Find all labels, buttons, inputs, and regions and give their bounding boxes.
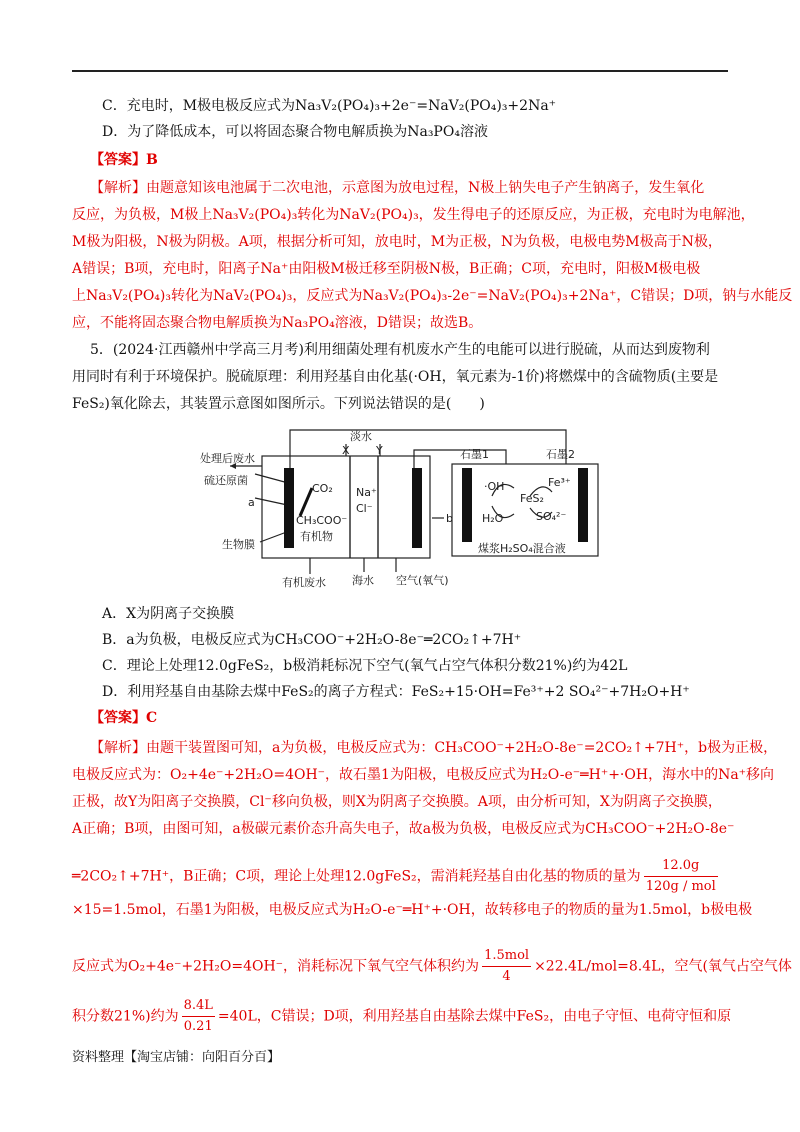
fraction-2-num: 1.5mol <box>482 946 531 967</box>
label-air: 空气(氧气) <box>396 574 449 587</box>
fraction-1-num: 12.0g <box>644 856 718 877</box>
q4-analysis-line: 应，不能将固态聚合物电解质换为Na₃PO₄溶液，D错误；故选B。 <box>72 315 483 331</box>
q5-stem-line: 用同时有利于环境保护。脱硫原理：利用羟基自由化基(·OH，氧元素为-1价)将燃煤中的含硫物质(主要是 <box>72 369 719 385</box>
q4-option-c: C．充电时，M极电极反应式为Na₃V₂(PO₄)₃+2e⁻=NaV₂(PO₄)₃+2Na⁺ <box>102 98 557 114</box>
q4-analysis-line: 【解析】由题意知该电池属于二次电池，示意图为放电过程，N极上钠失电子产生钠离子，发生氧化 <box>90 180 705 196</box>
q5-option-d: D．利用羟基自由基除去煤中FeS₂的离子方程式：FeS₂+15·OH=Fe³⁺+2 SO₄²⁻+7H₂O+H⁺ <box>102 684 690 700</box>
label-fe3: Fe³⁺ <box>548 476 571 489</box>
label-y: Y <box>376 444 383 457</box>
q5-analysis-line: 电极反应式为：O₂+4e⁻+2H₂O=4OH⁻，故石墨1为阳极，电极反应式为H₂O-e⁻═H⁺+·OH，海水中的Na⁺移向 <box>72 767 775 783</box>
label-cl: Cl⁻ <box>356 502 373 515</box>
graphite2-electrode <box>578 468 588 542</box>
page-footer: 资料整理【淘宝店铺：向阳百分百】 <box>72 1050 281 1065</box>
q5-analysis-line-frac3 <box>72 996 732 1037</box>
q4-answer: 【答案】B <box>90 152 158 168</box>
q4-analysis-line: 反应，为负极，M极上Na₃V₂(PO₄)₃转化为NaV₂(PO₄)₃，发生得电子的还原反应，为正极，充电时为电解池， <box>72 207 755 223</box>
label-na: Na⁺ <box>356 486 377 499</box>
label-a: a <box>248 496 255 509</box>
q5-analysis-text: =40L，C错误；D项，利用羟基自由基除去煤中FeS₂，由电子守恒、电荷守恒和原 <box>217 1008 732 1025</box>
label-organic: 有机物 <box>300 530 333 543</box>
q5-stem-line: FeS₂)氧化除去，其装置示意图如图所示。下列说法错误的是( ) <box>72 396 485 412</box>
q5-analysis-line: 【解析】由题干装置图可知，a为负极，电极反应式为：CH₃COO⁻+2H₂O-8e⁻=2CO₂↑+7H⁺，b极为正极， <box>90 740 778 756</box>
q5-option-b: B．a为负极，电极反应式为CH₃COO⁻+2H₂O-8e⁻═2CO₂↑+7H⁺ <box>102 632 522 648</box>
label-fresh-water: 淡水 <box>350 430 372 443</box>
fraction-2-den: 4 <box>502 969 511 984</box>
label-slurry: 煤浆H₂SO₄混合液 <box>478 542 566 555</box>
q5-analysis-line-frac1 <box>72 856 728 897</box>
q5-analysis-line-frac2 <box>72 946 792 987</box>
label-h2o: H₂O <box>482 512 504 525</box>
label-bacteria: 硫还原菌 <box>204 474 248 487</box>
fraction-2 <box>482 946 531 987</box>
q4-analysis-line: A错误；B项，充电时，阳离子Na⁺由阳极M极迁移至阴极N极，B正确；C项，充电时，阳极M极电极 <box>72 261 701 277</box>
label-so4: SO₄²⁻ <box>536 510 567 523</box>
label-oh: ·OH <box>484 480 505 493</box>
fraction-3 <box>182 996 215 1037</box>
q5-analysis-line: ×15=1.5mol，石墨1为阳极，电极反应式为H₂O-e⁻═H⁺+·OH，故转移电子的物质的量为1.5mol，b极电极 <box>72 902 753 918</box>
q5-analysis-text: 积分数21%)约为 <box>72 1008 179 1025</box>
fraction-1-den: 120g / mol <box>645 879 716 894</box>
q5-analysis-line: A正确；B项，由图可知，a极碳元素价态升高失电子，故a极为负极，电极反应式为CH₃COO⁻+2H₂O-8e⁻ <box>72 821 735 837</box>
graphite1-electrode <box>462 468 472 542</box>
q4-option-d: D．为了降低成本，可以将固态聚合物电解质换为Na₃PO₄溶液 <box>102 124 488 140</box>
q4-analysis-line: M极为阳极，N极为阴极。A项，根据分析可知，放电时，M为正极，N为负极，电极电势M极高于N极， <box>72 234 722 250</box>
label-seawater: 海水 <box>352 574 374 587</box>
wire-top <box>290 430 566 468</box>
fraction-1 <box>644 856 718 897</box>
electrode-b <box>412 468 422 548</box>
q5-stem-line: 5．(2024·江西赣州中学高三月考)利用细菌处理有机废水产生的电能可以进行脱硫，从而达到废物利 <box>90 342 710 358</box>
apparatus-diagram <box>200 426 616 594</box>
label-b: b <box>446 512 453 525</box>
label-x: X <box>342 444 350 457</box>
q5-answer: 【答案】C <box>90 710 158 726</box>
label-treated-water: 处理后废水 <box>200 452 255 465</box>
fraction-3-num: 8.4L <box>182 996 215 1017</box>
q5-analysis-text: 反应式为O₂+4e⁻+2H₂O=4OH⁻，消耗标况下氧气空气体积约为 <box>72 958 480 975</box>
q5-analysis-text: ═2CO₂↑+7H⁺，B正确；C项，理论上处理12.0gFeS₂，需消耗羟基自由化基的物质的量为 <box>72 868 641 885</box>
label-biofilm: 生物膜 <box>222 538 255 551</box>
q4-analysis-line: 上Na₃V₂(PO₄)₃转化为NaV₂(PO₄)₃，反应式为Na₃V₂(PO₄)₃-2e⁻=NaV₂(PO₄)₃+2Na⁺，C错误；D项，钠与水能反 <box>72 288 793 304</box>
q5-analysis-line: 正极，故Y为阳离子交换膜，Cl⁻移向负极，则X为阴离子交换膜。A项，由分析可知，X为阴离子交换膜， <box>72 794 722 810</box>
label-graphite2: 石墨2 <box>546 448 575 461</box>
label-co2: CO₂ <box>312 482 333 495</box>
label-graphite1: 石墨1 <box>460 448 489 461</box>
fraction-3-den: 0.21 <box>183 1019 213 1034</box>
label-ch3coo: CH₃COO⁻ <box>296 514 348 527</box>
header-rule <box>72 70 728 72</box>
q5-option-c: C．理论上处理12.0gFeS₂，b极消耗标况下空气(氧气占空气体积分数21%)约为42L <box>102 658 628 674</box>
label-organic-waste: 有机废水 <box>282 576 326 589</box>
electrode-a <box>284 468 294 548</box>
q5-analysis-text: ×22.4L/mol=8.4L，空气(氧气占空气体 <box>534 958 792 975</box>
q5-option-a: A．X为阴离子交换膜 <box>102 606 235 622</box>
label-fes2: FeS₂ <box>520 492 544 505</box>
